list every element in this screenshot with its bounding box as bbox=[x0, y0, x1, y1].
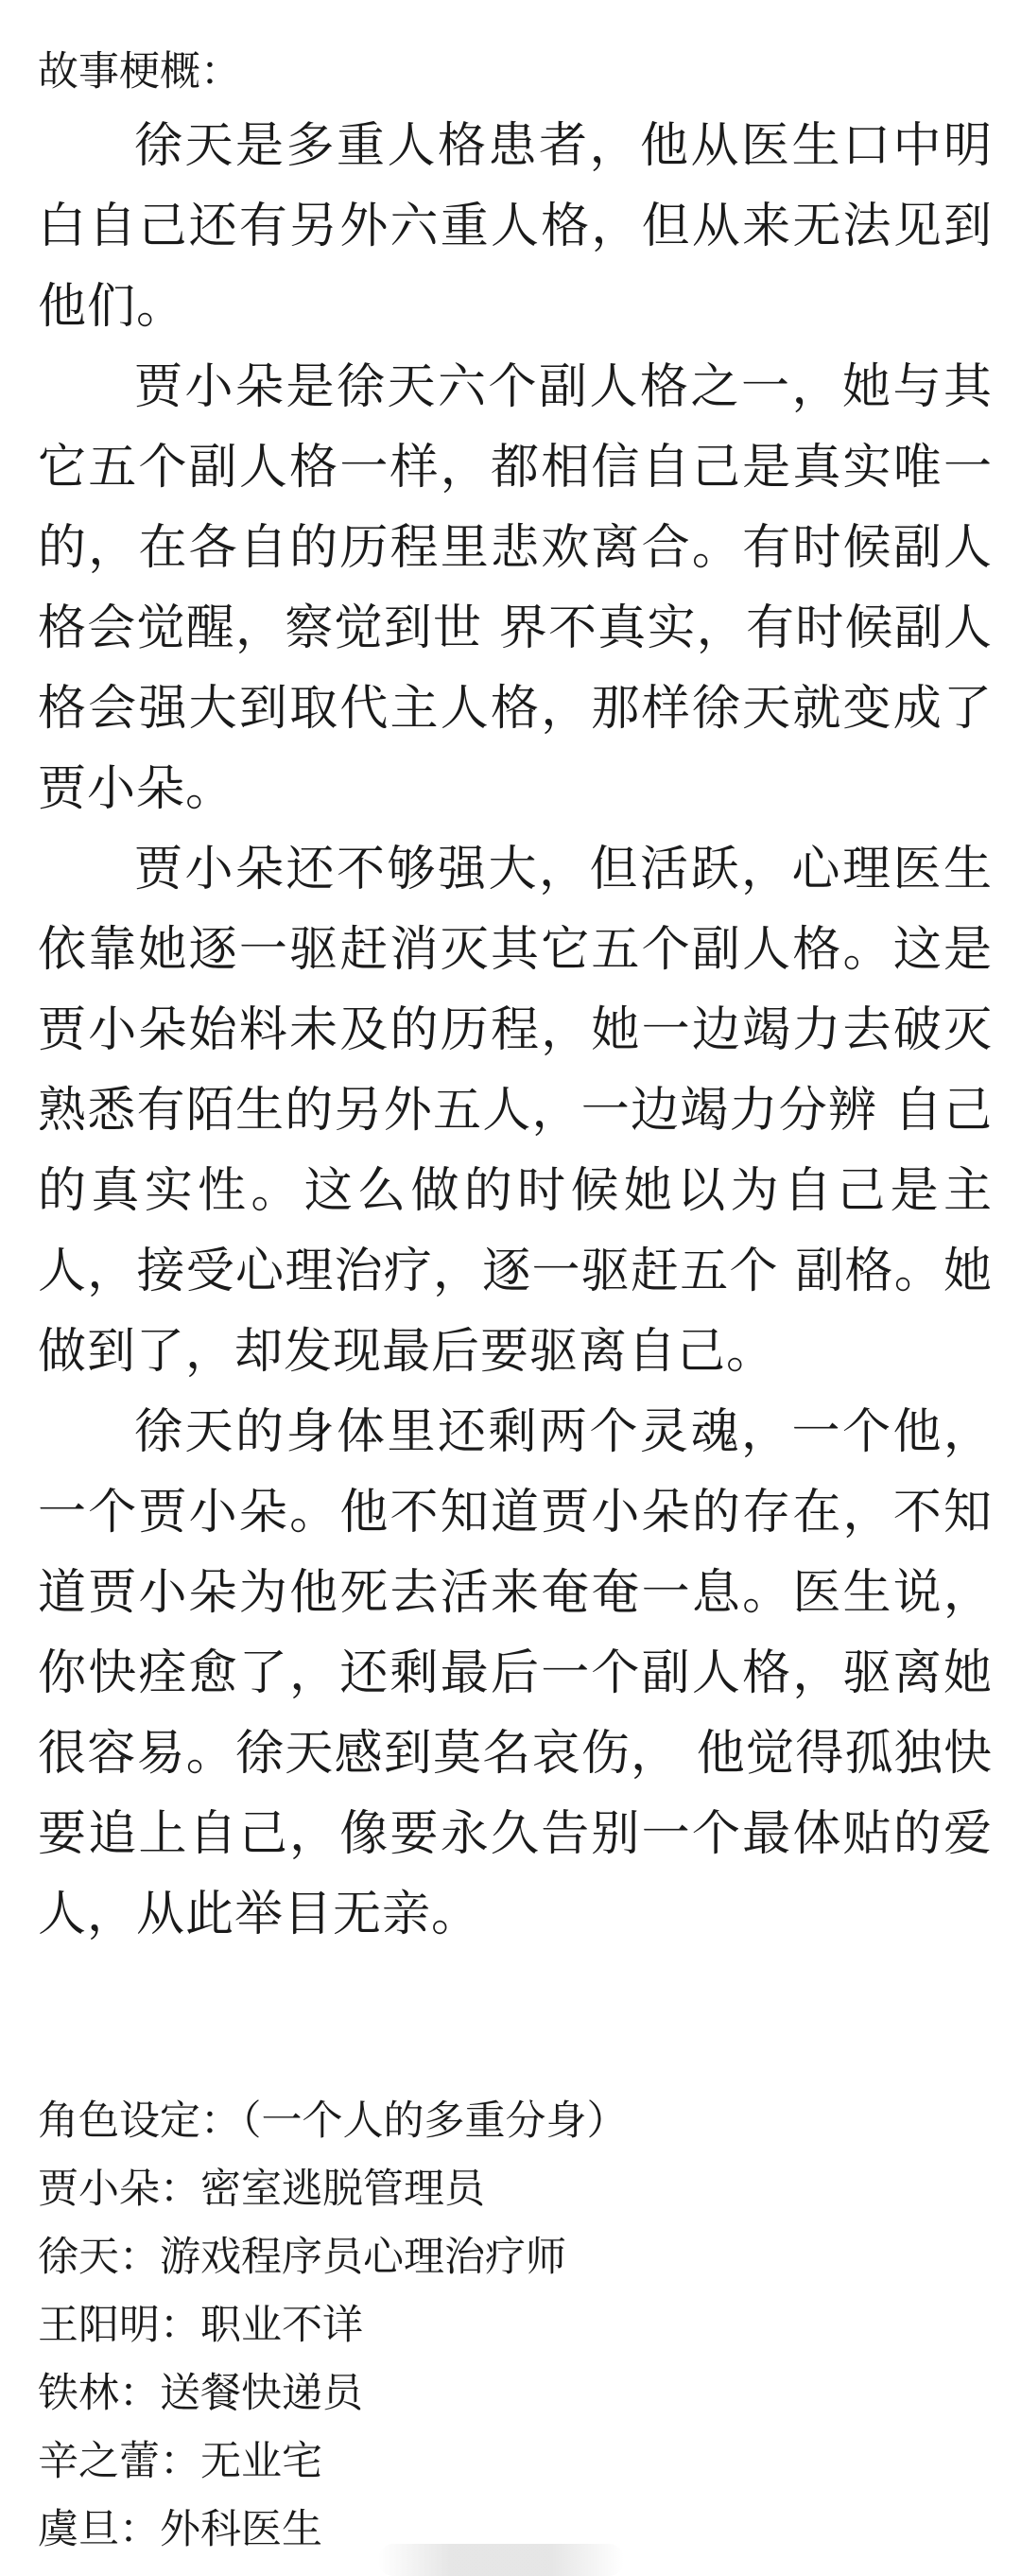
story-heading: 故事梗概： bbox=[38, 48, 241, 96]
role-item-xin-zhilei: 辛之蕾：无业宅 bbox=[38, 2438, 322, 2485]
watermark bbox=[378, 2544, 624, 2576]
document-body bbox=[38, 38, 993, 2564]
role-item-wang-yangming: 王阳明：职业不详 bbox=[38, 2302, 363, 2349]
role-item-yu-dan: 虞旦：外科医生 bbox=[38, 2506, 322, 2553]
section-spacer bbox=[38, 1955, 993, 2087]
story-paragraph-4: 徐天的身体里还剩两个灵魂，一个他，一个贾小朵。他不知道贾小朵的存在，不知道贾小朵为他死去活来奄奄一息。医生说，你快痊愈了，还剩最后一个副人格，驱离她很容易。徐天感到莫名哀伤， 他觉得孤独快要追上自己，像要永久告别一个最体贴的爱人，从此举目无亲。 bbox=[38, 1404, 993, 1942]
story-paragraph-3: 贾小朵还不够强大，但活跃，心理医生依靠她逐一驱赶消灭其它五个副人格。这是贾小朵始料未及的历程，她一边竭力去破灭熟悉有陌生的另外五人，一边竭力分辨 自己的真实性。这么做的时候她以为自己是主人，接受心理治疗，逐一驱赶五个 副格。她做到了，却发现最后要驱离自己。 bbox=[38, 842, 993, 1380]
roles-heading: 角色设定：（一个人的多重分身） bbox=[38, 2097, 628, 2145]
story-paragraph-1: 徐天是多重人格患者，他从医生口中明白自己还有另外六重人格，但从来无法见到他们。 bbox=[38, 118, 993, 335]
role-item-xu-tian: 徐天：游戏程序员心理治疗师 bbox=[38, 2234, 566, 2281]
role-list bbox=[38, 2155, 993, 2564]
role-item-tie-lin: 铁林：送餐快递员 bbox=[38, 2370, 363, 2417]
story-paragraph-2: 贾小朵是徐天六个副人格之一，她与其它五个副人格一样，都相信自己是真实唯一的，在各自的历程里悲欢离合。有时候副人格会觉醒，察觉到世 界不真实，有时候副人格会强大到取代主人格，那样徐天就变成了贾小朵。 bbox=[38, 359, 993, 817]
role-item-jia-xiaoduo: 贾小朵：密室逃脱管理员 bbox=[38, 2166, 485, 2213]
